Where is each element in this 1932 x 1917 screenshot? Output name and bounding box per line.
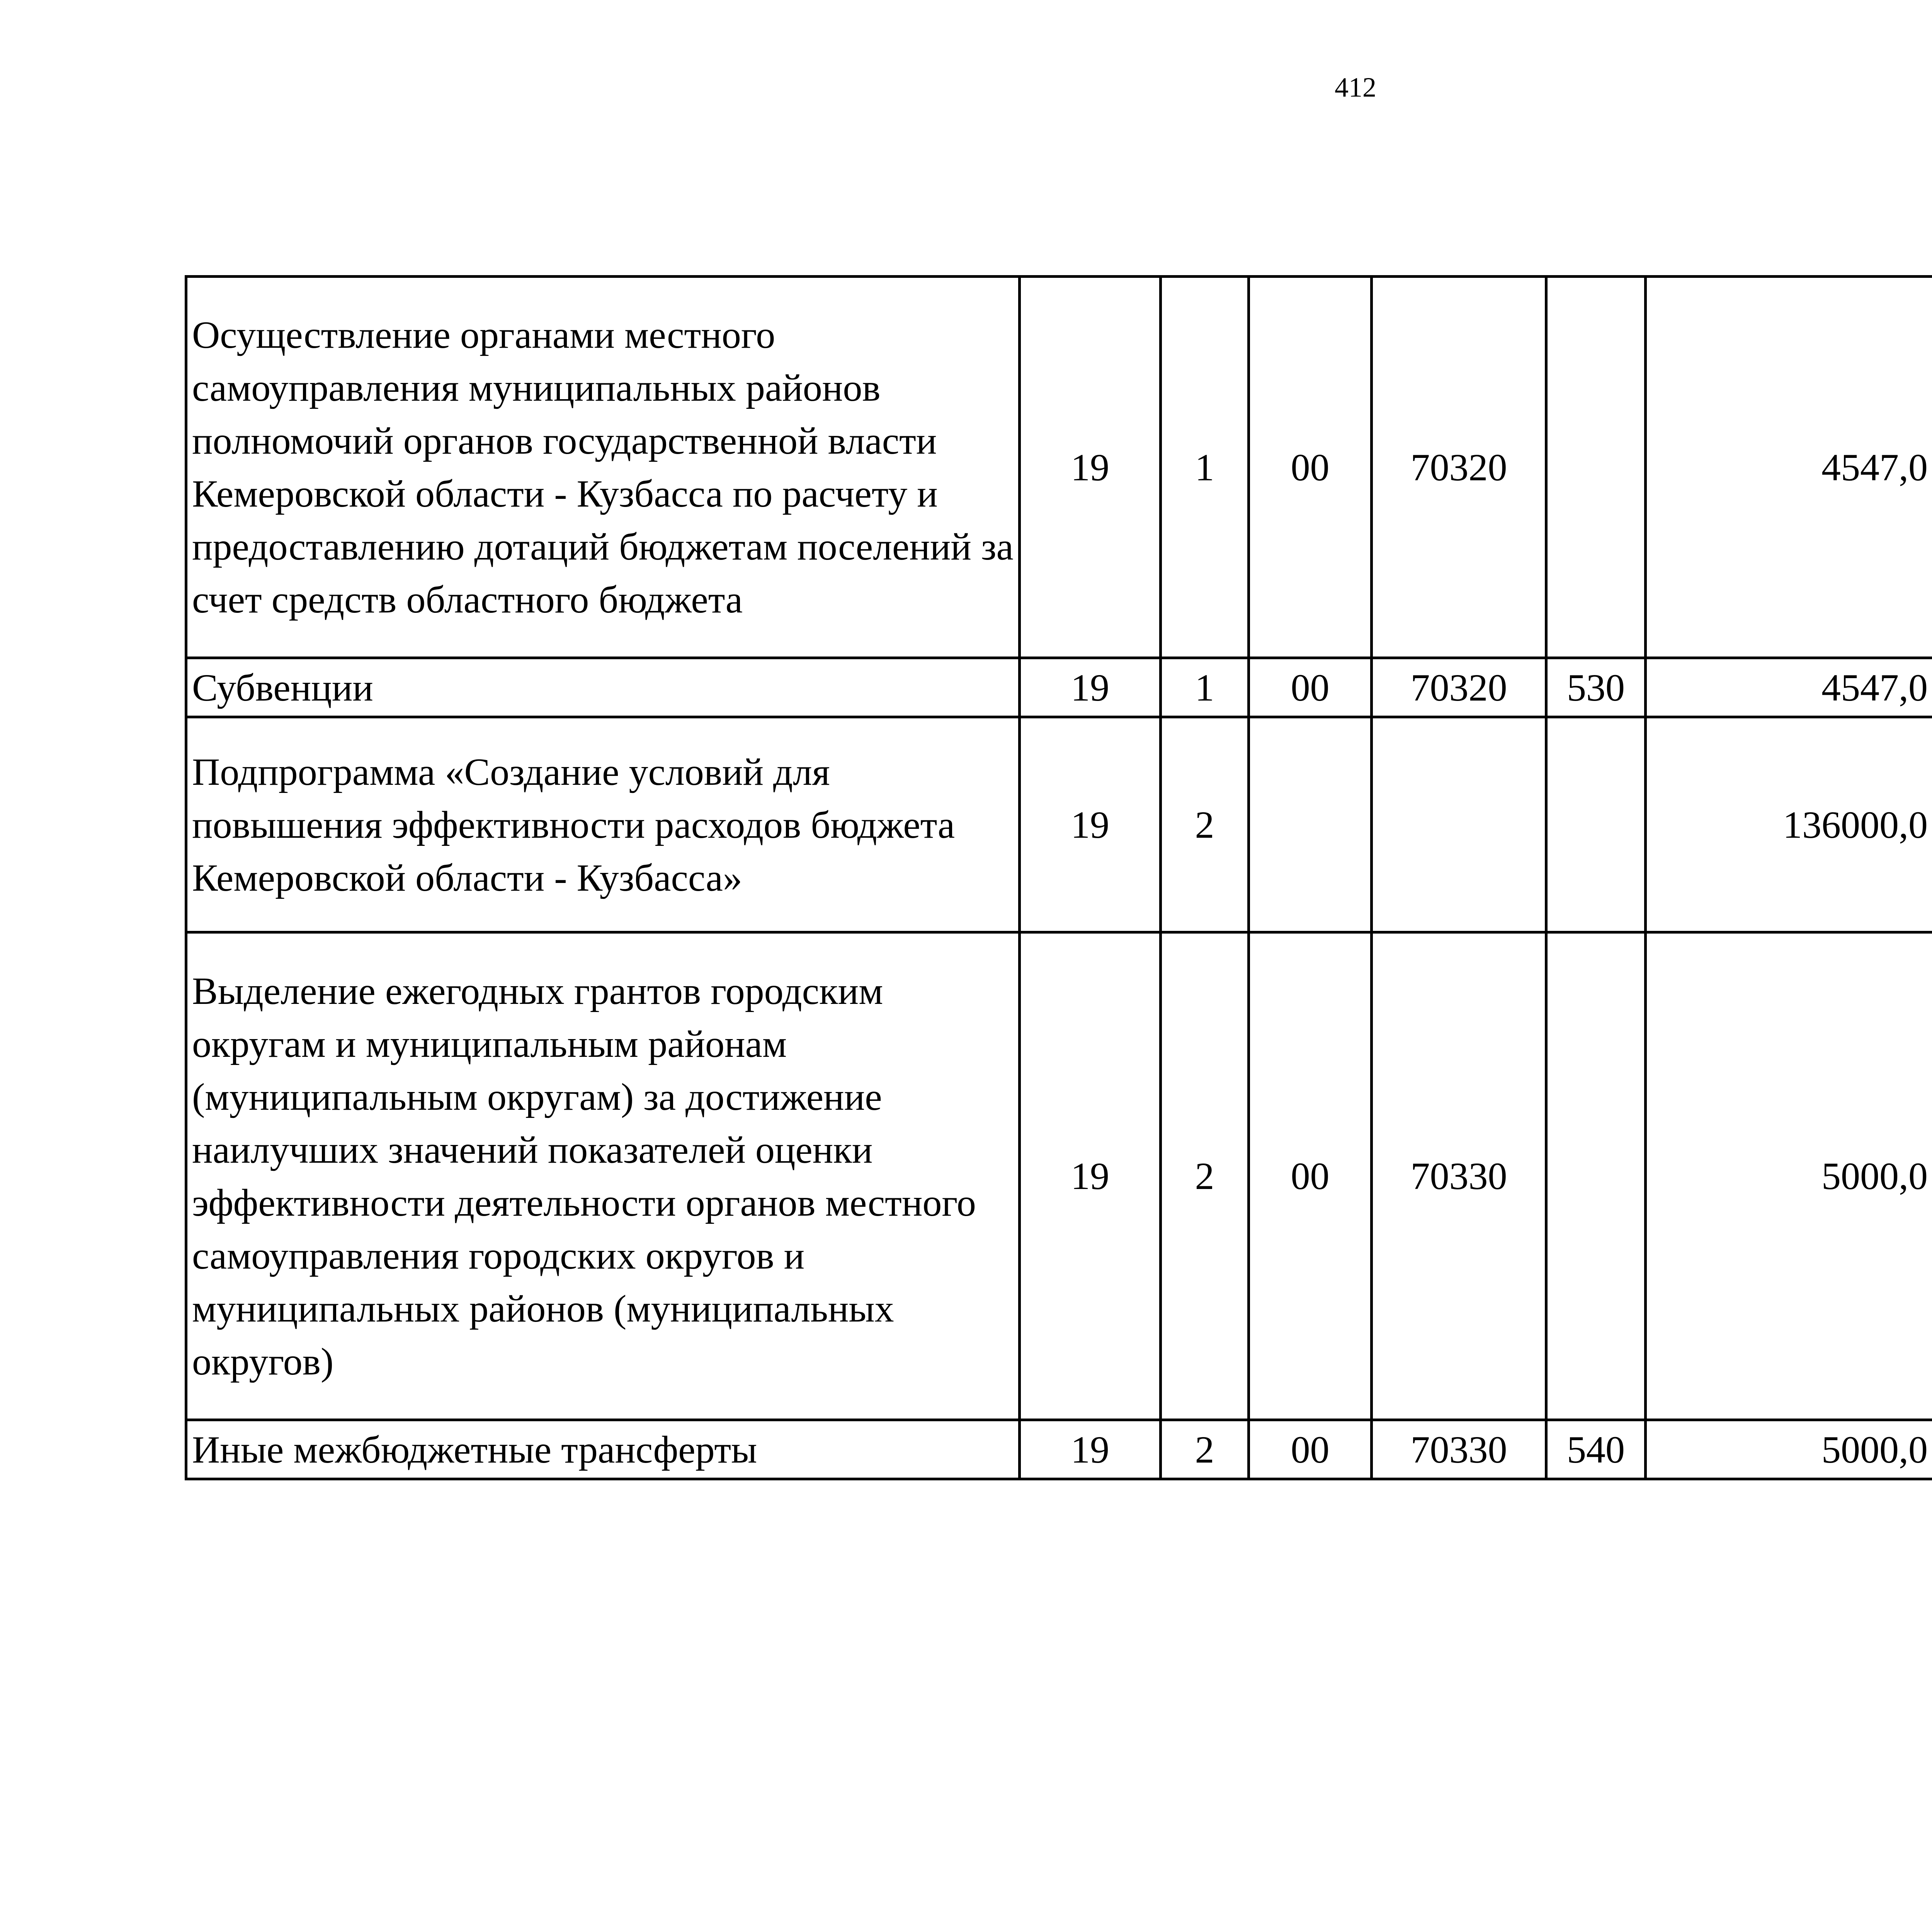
program-code: 19	[1020, 277, 1161, 658]
expense-type-code: 530	[1546, 658, 1646, 717]
direction-code: 00	[1249, 1420, 1372, 1479]
page-number: 412	[1335, 72, 1376, 103]
expense-code: 70330	[1372, 1420, 1546, 1479]
row-description: Выделение ежегодных грантов городским округам и муниципальным районам (муниципальным округам) за достижение наилучших значений показателей оценки эффективности деятельности органов местного самоуправления городских округов и муниципальных районов (муниципальных округов)	[186, 932, 1020, 1420]
budget-table	[185, 275, 1932, 1480]
direction-code: 00	[1249, 658, 1372, 717]
direction-code: 00	[1249, 277, 1372, 658]
table-row	[186, 1420, 1932, 1479]
subprogram-code: 2	[1161, 717, 1249, 932]
expense-type-code	[1546, 932, 1646, 1420]
row-description: Субвенции	[186, 658, 1020, 717]
amount-cell: 4547,0	[1646, 658, 1932, 717]
subprogram-code: 2	[1161, 1420, 1249, 1479]
row-description: Иные межбюджетные трансферты	[186, 1420, 1020, 1479]
subprogram-code: 1	[1161, 658, 1249, 717]
program-code: 19	[1020, 932, 1161, 1420]
direction-code: 00	[1249, 932, 1372, 1420]
expense-type-code	[1546, 717, 1646, 932]
expense-code: 70320	[1372, 277, 1546, 658]
amount-cell: 5000,0	[1646, 932, 1932, 1420]
table-row	[186, 277, 1932, 658]
expense-code: 70330	[1372, 932, 1546, 1420]
expense-code: 70320	[1372, 658, 1546, 717]
program-code: 19	[1020, 658, 1161, 717]
amount-cell: 5000,0	[1646, 1420, 1932, 1479]
expense-code	[1372, 717, 1546, 932]
table-row	[186, 658, 1932, 717]
program-code: 19	[1020, 717, 1161, 932]
amount-cell: 136000,0	[1646, 717, 1932, 932]
row-description: Подпрограмма «Создание условий для повышения эффективности расходов бюджета Кемеровской области - Кузбасса»	[186, 717, 1020, 932]
program-code: 19	[1020, 1420, 1161, 1479]
expense-type-code	[1546, 277, 1646, 658]
subprogram-code: 1	[1161, 277, 1249, 658]
table-row	[186, 932, 1932, 1420]
amount-cell: 4547,0	[1646, 277, 1932, 658]
row-description: Осуществление органами местного самоуправления муниципальных районов полномочий органов государственной власти Кемеровской области - Кузбасса по расчету и предоставлению дотаций бюджетам поселений за счет средств областного бюджета	[186, 277, 1020, 658]
direction-code	[1249, 717, 1372, 932]
subprogram-code: 2	[1161, 932, 1249, 1420]
expense-type-code: 540	[1546, 1420, 1646, 1479]
table-row	[186, 717, 1932, 932]
